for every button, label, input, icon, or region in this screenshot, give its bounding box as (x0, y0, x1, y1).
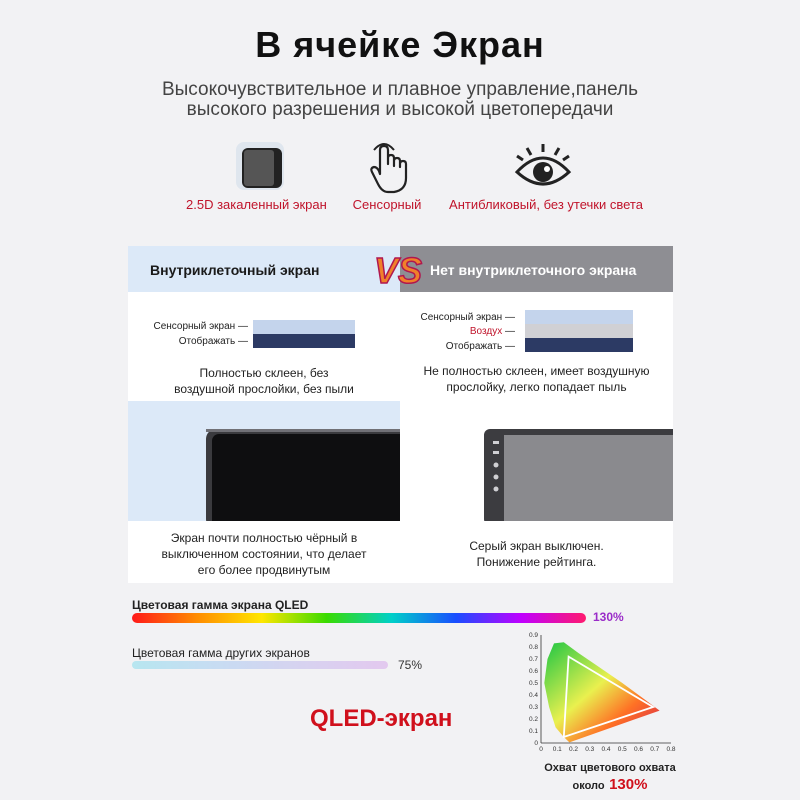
other-gamut-bar (132, 661, 388, 669)
right-screen-image (400, 401, 673, 521)
other-gamut-label: Цветовая гамма других экранов (132, 646, 310, 660)
right-layer-display-label: Отображать — (445, 341, 515, 352)
cie-x-tick-label: 0.4 (601, 746, 611, 753)
cie-y-tick-label: 0.4 (528, 692, 538, 699)
page-title: В ячейке Экран (255, 24, 545, 65)
left-screen-image (128, 401, 400, 521)
page-subtitle (60, 80, 740, 120)
subtitle-line-1: Высокочувствительное и плавное управление,панель (161, 79, 639, 100)
cie-x-tick-label: 0.1 (552, 746, 562, 753)
right-air-layer (525, 324, 633, 338)
cie-y-tick-label: 0.7 (528, 656, 538, 663)
right-bottom-caption: Серый экран выключен. Понижение рейтинга. (469, 539, 604, 569)
qled-gamut-label: Цветовая гамма экрана QLED (132, 598, 309, 612)
feature-label-antiglare: Антибликовый, без утечки света (449, 197, 643, 212)
left-layer-display-label: Отображать — (178, 336, 248, 347)
coverage-line-1: Охват цветового охвата (544, 762, 676, 774)
cie-y-tick-label: 0.1 (528, 728, 538, 735)
vs-badge (368, 247, 428, 291)
cie-x-tick-label: 0.3 (585, 746, 595, 753)
cie-y-tick-label: 0 (534, 740, 538, 747)
left-display-layer (253, 334, 355, 348)
cie-x-tick-label: 0.8 (666, 746, 676, 753)
vs-text: VS (374, 250, 423, 291)
cie-x-tick-label: 0 (539, 746, 543, 753)
cie-locus (544, 642, 659, 742)
left-bottom-caption: Экран почти полностью чёрный в выключенном состоянии, что делает его более продвинутым (161, 531, 367, 577)
cie-y-tick-label: 0.3 (528, 704, 538, 711)
touch-hand-icon (362, 140, 422, 196)
feature-label-touch: Сенсорный (352, 197, 422, 212)
right-layer-air-label: Воздух — (469, 326, 515, 337)
right-header-title: Нет внутриклеточного экрана (430, 262, 637, 278)
right-touch-layer (525, 310, 633, 324)
left-touch-layer (253, 320, 355, 334)
left-layer-touch-label: Сенсорный экран — (153, 321, 248, 332)
qled-gamut-bar (132, 613, 586, 623)
coverage-line-2 (540, 776, 680, 794)
tempered-glass-icon (234, 140, 294, 196)
cie-y-tick-label: 0.5 (528, 680, 538, 687)
qled-gamut-value: 130% (593, 610, 624, 624)
other-gamut-value: 75% (398, 658, 423, 672)
coverage-prefix: около (572, 780, 605, 792)
left-header-title: Внутриклеточный экран (150, 262, 320, 278)
cie-x-tick-label: 0.6 (633, 746, 644, 753)
qled-screen-title: QLED-экран (310, 705, 453, 732)
right-layer-touch-label: Сенсорный экран — (420, 312, 515, 323)
cie-gamut-chart (515, 625, 680, 755)
cie-y-tick-label: 0.9 (528, 632, 538, 639)
right-caption: Не полностью склеен, имеет воздушную прослойку, легко попадает пыль (423, 364, 650, 394)
cie-x-tick-label: 0.7 (650, 746, 660, 753)
cie-x-tick-label: 0.2 (568, 746, 579, 753)
feature-label-glass: 2.5D закаленный экран (186, 197, 327, 212)
subtitle-line-2: высокого разрешения и высокой цветопередачи (186, 99, 614, 120)
cie-y-tick-label: 0.6 (528, 668, 538, 675)
right-display-layer (525, 338, 633, 352)
left-caption: Полностью склеен, без воздушной прослойки, без пыли (174, 366, 354, 396)
coverage-value: 130% (609, 776, 648, 793)
cie-y-tick-label: 0.2 (528, 716, 538, 723)
cie-x-tick-label: 0.5 (617, 746, 627, 753)
cie-y-tick-label: 0.8 (528, 644, 538, 651)
eye-icon (513, 140, 573, 196)
